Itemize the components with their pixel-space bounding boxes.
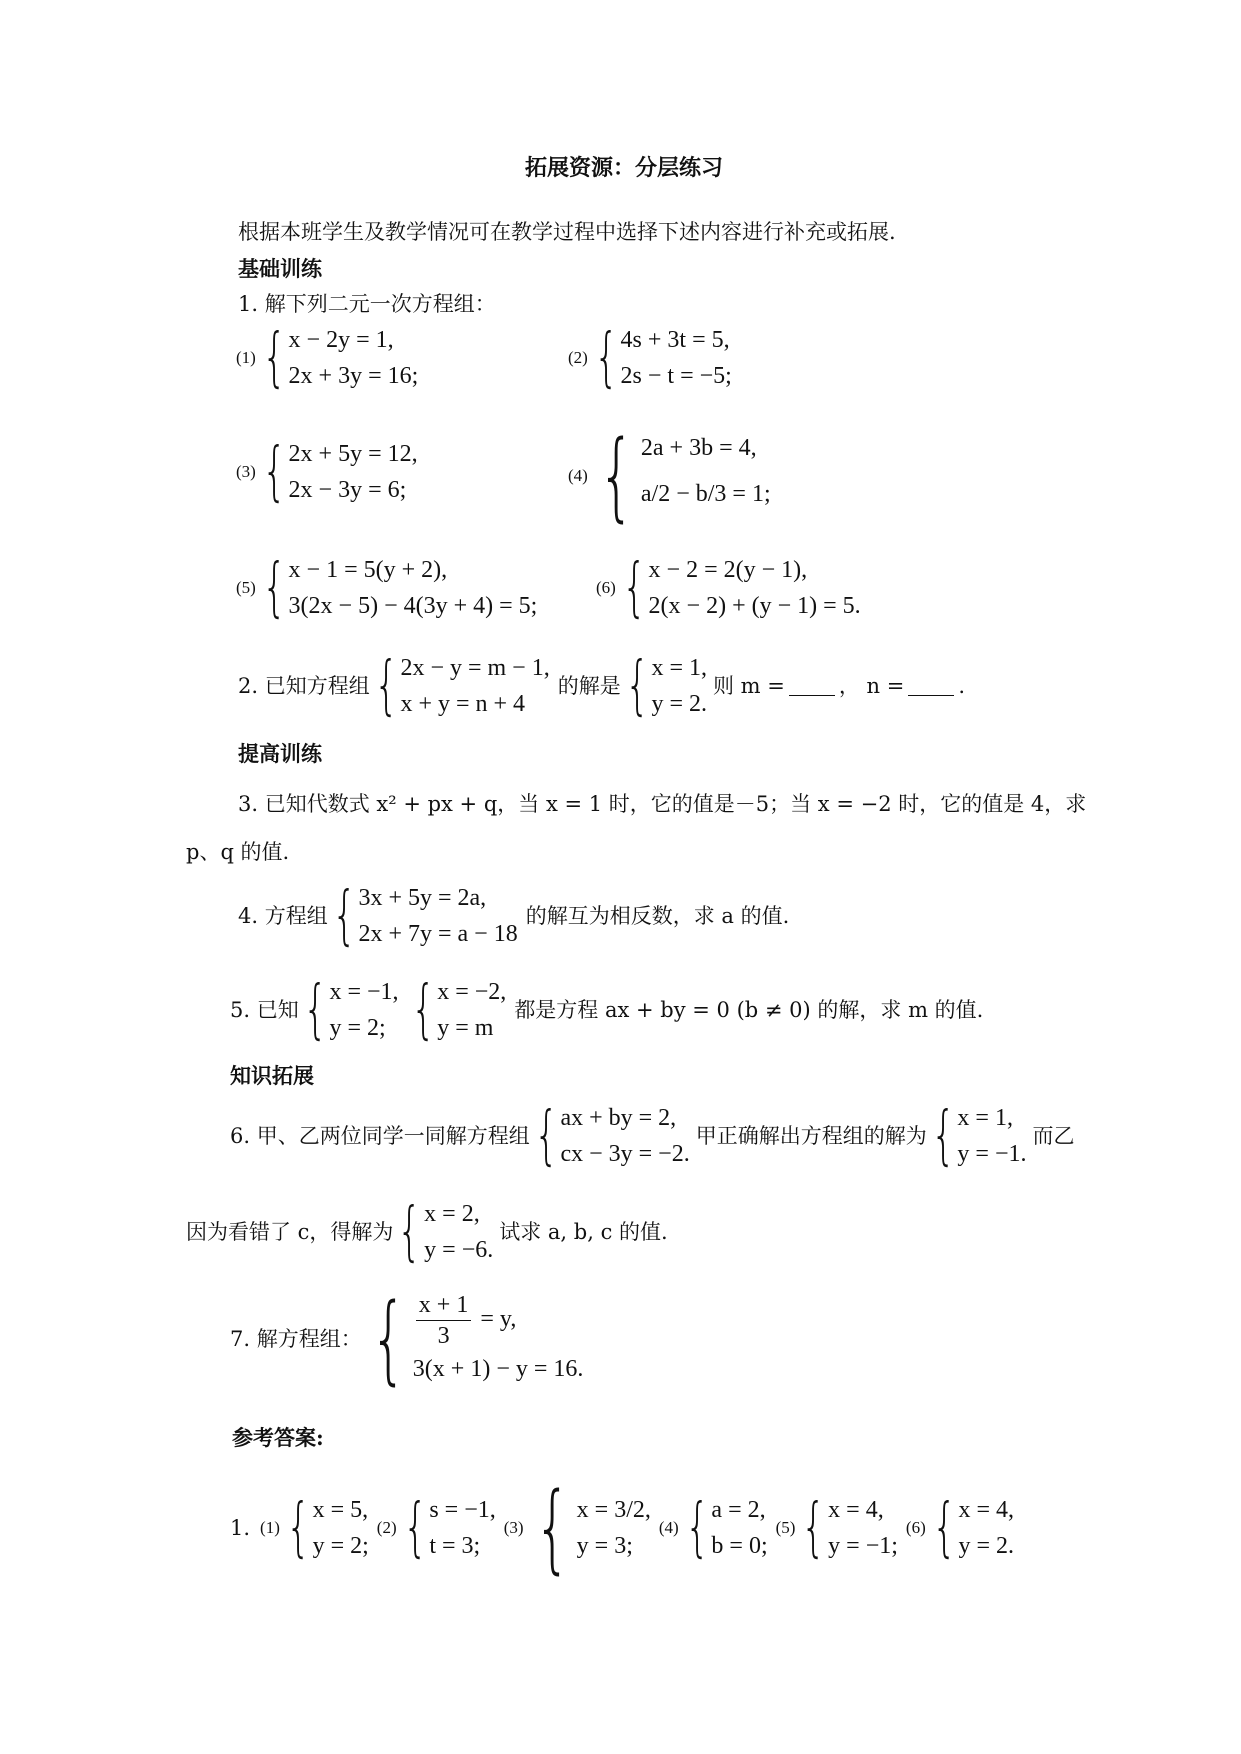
equation-row [413, 1290, 584, 1351]
brace: { [801, 1491, 827, 1565]
equation-tail: = y, [480, 1306, 517, 1333]
equation-row: x = −2, [437, 979, 507, 1005]
equation-row: x = 5, [312, 1497, 369, 1523]
section-extend: 知识拓展 [230, 1063, 314, 1088]
brace: { [931, 1491, 957, 1565]
q2-n-label: ， n = [838, 674, 905, 698]
equation-row: x − 1 = 5(y + 2), [288, 557, 448, 583]
equation-row: y = 3; [576, 1533, 633, 1559]
equation-row: x = 1, [651, 655, 707, 681]
brace: { [369, 1282, 407, 1395]
equation-row: x − 2 = 2(y − 1), [648, 557, 808, 583]
equation-row: 2x + 7y = a − 18 [358, 921, 518, 947]
brace: { [533, 1472, 571, 1584]
q1-system-6 [596, 552, 861, 624]
system-label: (4) [568, 466, 588, 485]
equation-row: s = −1, [429, 1497, 496, 1523]
system-label: (5) [775, 1518, 796, 1537]
brace: { [331, 879, 357, 953]
q1-system-2 [568, 322, 732, 394]
q4-suffix: 的解互为相反数，求 a 的值. [525, 904, 790, 928]
equation-row: x = −1, [329, 979, 399, 1005]
q7 [230, 1282, 584, 1395]
brace: { [684, 1491, 710, 1565]
answer-blank-n [908, 677, 954, 696]
equation-row: 2x − y = m − 1, [400, 655, 550, 681]
q1-system-1 [236, 322, 418, 394]
system-label: (2) [568, 348, 588, 367]
q1-prompt: 1. 解下列二元一次方程组： [238, 292, 496, 316]
brace: { [402, 1491, 428, 1565]
equation-row: 2s − t = −5; [620, 363, 732, 389]
system-label: (1) [236, 348, 256, 367]
q2-mid: 的解是 [557, 674, 621, 698]
system-label: (6) [596, 578, 616, 597]
system-label: (3) [503, 1518, 524, 1537]
answer-prefix: 1. [230, 1516, 251, 1540]
intro-text: 根据本班学生及教学情况可在教学过程中选择下述内容进行补充或拓展. [238, 220, 896, 244]
brace: { [286, 1491, 311, 1565]
q6-end: 试求 a, b, c 的值. [499, 1220, 668, 1244]
equation-row: y = −1. [957, 1141, 1027, 1167]
equation-row: x = 3/2, [576, 1497, 651, 1523]
q2-prefix: 2. 已知方程组 [238, 674, 370, 698]
brace: { [621, 551, 647, 625]
q2 [238, 650, 965, 722]
brace: { [261, 321, 287, 395]
brace: { [397, 1195, 423, 1269]
system-label: (6) [905, 1518, 926, 1537]
brace: { [302, 973, 328, 1047]
q3-line2: p、q 的值. [186, 840, 290, 864]
equation-row: y = 2. [651, 691, 707, 717]
q6-line1 [230, 1100, 1075, 1172]
q1-system-4 [568, 420, 771, 532]
fraction [416, 1290, 472, 1351]
brace: { [593, 321, 619, 395]
q5 [230, 974, 983, 1046]
q1-system-5 [236, 552, 537, 624]
q6-prefix: 6. 甲、乙两位同学一同解方程组 [230, 1124, 530, 1148]
system-label: (3) [236, 462, 256, 481]
q4-prefix: 4. 方程组 [238, 904, 328, 928]
section-answers: 参考答案: [232, 1425, 324, 1450]
q6-suffix: 而乙 [1032, 1124, 1075, 1148]
equation-row: x + y = n + 4 [400, 691, 526, 717]
q2-suffix: 则 m = [712, 674, 785, 698]
system-label: (2) [376, 1518, 397, 1537]
brace: { [410, 973, 436, 1047]
page-title: 拓展资源：分层练习 [525, 155, 724, 181]
brace: { [624, 649, 650, 723]
brace: { [261, 551, 287, 625]
q7-prefix: 7. 解方程组： [230, 1326, 362, 1351]
equation-row: ax + by = 2, [560, 1105, 677, 1131]
q1-system-3 [236, 436, 418, 508]
equation-row: y = m [437, 1015, 494, 1041]
equation-row: 2x − 3y = 6; [288, 477, 407, 503]
equation-row: 2x + 3y = 16; [288, 363, 419, 389]
equation-row: x = 2, [424, 1201, 480, 1227]
q6-line2-text: 因为看错了 c，得解为 [186, 1220, 394, 1244]
q3-line1: 3. 已知代数式 x² + px + q，当 x = 1 时，它的值是－5；当 x = −2 时，它的值是 4，求 [238, 792, 1087, 816]
system-label: (4) [658, 1518, 679, 1537]
equation-row: 2x + 5y = 12, [288, 441, 418, 467]
system-label: (5) [236, 578, 256, 597]
fraction-denominator: 3 [437, 1323, 450, 1349]
equation-row: y = 2; [329, 1015, 386, 1041]
equation-row: a = 2, [711, 1497, 766, 1523]
brace: { [373, 649, 399, 723]
q4 [238, 880, 789, 952]
equation-row: x = 4, [958, 1497, 1015, 1523]
equation-row: y = −1; [828, 1533, 898, 1559]
equation-row: y = 2; [312, 1533, 369, 1559]
equation-row: 3x + 5y = 2a, [358, 885, 487, 911]
equation-row: x − 2y = 1, [288, 327, 394, 353]
brace: { [261, 435, 287, 509]
equation-row: 3(x + 1) − y = 16. [412, 1356, 584, 1382]
equation-row: 2a + 3b = 4, [640, 435, 757, 461]
equation-row: 3(2x − 5) − 4(3y + 4) = 5; [288, 593, 538, 619]
q5-prefix: 5. 已知 [230, 998, 299, 1022]
equation-row: b = 0; [711, 1533, 768, 1559]
equation-row: cx − 3y = −2. [560, 1141, 690, 1167]
brace: { [930, 1099, 956, 1173]
answer-blank-m [789, 677, 835, 696]
equation-row: x = 4, [828, 1497, 884, 1523]
section-improve: 提高训练 [238, 741, 322, 766]
brace: { [598, 420, 635, 532]
q5-suffix: 都是方程 ax + by = 0 (b ≠ 0) 的解，求 m 的值. [514, 998, 984, 1022]
equation-row: y = −6. [424, 1237, 494, 1263]
answer-1 [230, 1472, 1015, 1584]
q2-end: . [958, 674, 966, 698]
equation-row: a/2 − b/3 = 1; [640, 481, 771, 507]
equation-row: t = 3; [429, 1533, 481, 1559]
equation-row: x = 1, [957, 1105, 1013, 1131]
brace: { [533, 1099, 559, 1173]
equation-row: 4s + 3t = 5, [620, 327, 730, 353]
fraction-numerator: x + 1 [416, 1290, 472, 1321]
equation-row: y = 2. [958, 1533, 1015, 1559]
q6-mid: 甲正确解出方程组的解为 [695, 1124, 927, 1148]
equation-row: 2(x − 2) + (y − 1) = 5. [648, 593, 861, 619]
section-basic: 基础训练 [238, 256, 322, 281]
q6-line2 [186, 1196, 668, 1268]
system-label: (1) [260, 1518, 280, 1537]
